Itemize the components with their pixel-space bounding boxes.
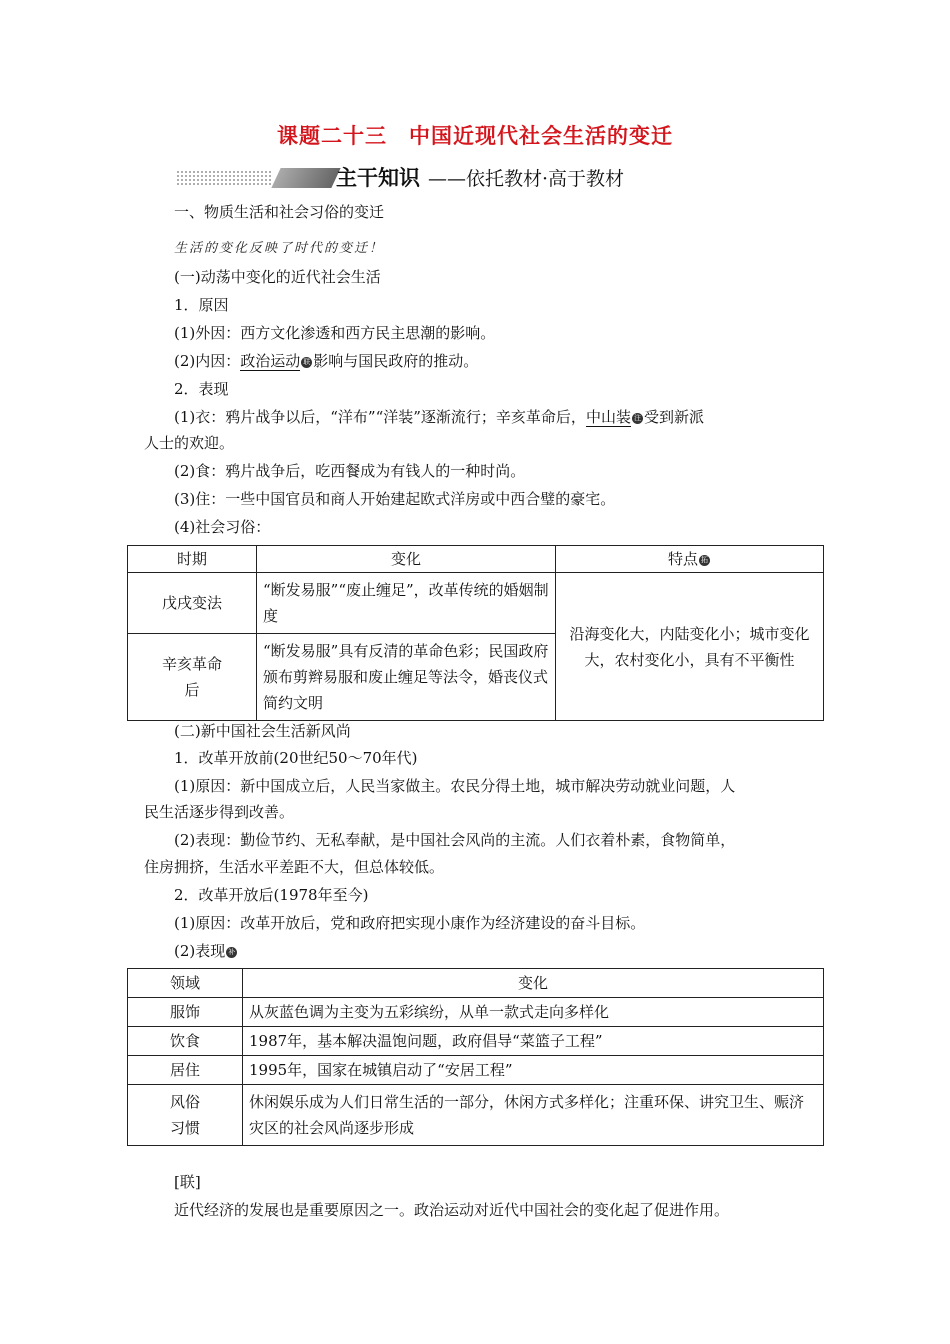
table-header: 变化 [243, 969, 824, 998]
paragraph-before-reason: (1)原因：新中国成立后，人民当家做主。农民分得土地，城市解决劳动就业问题，人 [174, 777, 736, 795]
table-cell: 风俗习惯 [128, 1085, 243, 1146]
banner-slash-decoration [271, 168, 340, 188]
table-cell: “断发易服”具有反清的革命色彩；民国政府颁布剪辫易服和废止缠足等法令，婚丧仪式简约文明 [257, 634, 556, 721]
table-row [128, 1085, 824, 1146]
subsection-heading: (二)新中国社会生活新风尚 [174, 722, 351, 740]
table-cell: 戊戌变法 [128, 573, 257, 634]
text: 特点 [667, 550, 698, 568]
table-cell: “断发易服”“废止缠足”，改革传统的婚姻制度 [257, 573, 556, 634]
section-banner [176, 162, 776, 192]
banner-strong: 主干知识 [336, 166, 420, 190]
table-header: 领域 [128, 969, 243, 998]
section-heading: 一、物质生活和社会习俗的变迁 [174, 203, 385, 221]
paragraph-clothing-cont: 人士的欢迎。 [144, 434, 235, 452]
table-cell: 居住 [128, 1056, 243, 1085]
paragraph-clothing [174, 407, 704, 427]
text: (2)内因： [174, 352, 241, 370]
lian-label: [联] [174, 1173, 201, 1191]
table-header: 变化 [257, 546, 556, 573]
table-cell-feature: 沿海变化大，内陆变化小；城市变化大，农村变化小，具有不平衡性 [556, 573, 824, 721]
heading-after-reform: 2．改革开放后(1978年至今) [174, 886, 369, 904]
table-row [128, 998, 824, 1027]
subsection-heading: (一)动荡中变化的近代社会生活 [174, 268, 381, 286]
heading-manifestation: 2．表现 [174, 380, 229, 398]
table-cell: 饮食 [128, 1027, 243, 1056]
underlined-term: 中山装 [585, 408, 631, 426]
paragraph-before-show: (2)表现：勤俭节约、无私奉献，是中国社会风尚的主流。人们衣着朴素，食物简单， [174, 831, 736, 849]
underlined-term: 政治运动 [240, 352, 301, 370]
paragraph-before-reason-cont: 民生活逐步得到改善。 [144, 803, 295, 821]
text: 影响与国民政府的推动。 [313, 352, 479, 370]
table-header-row [128, 969, 824, 998]
handwritten-note: 生活的变化反映了时代的变迁！ [174, 241, 385, 256]
banner-dots-decoration [176, 170, 271, 186]
table-cell: 1995年，国家在城镇启动了“安居工程” [243, 1056, 824, 1085]
table-row [128, 1027, 824, 1056]
table-header: 时期 [128, 546, 257, 573]
paragraph-food: (2)食：鸦片战争后，吃西餐成为有钱人的一种时尚。 [174, 462, 526, 480]
annotation-mark-icon: 注 [633, 413, 641, 422]
table-cell: 休闲娱乐成为人们日常生活的一部分，休闲方式多样化；注重环保、讲究卫生、赈济灾区的社会风尚逐步形成 [243, 1085, 824, 1146]
text: 受到新派 [643, 408, 704, 426]
page-title: 课题二十三 中国近现代社会生活的变迁 [277, 124, 673, 148]
reform-table [127, 968, 824, 1146]
paragraph-customs: (4)社会习俗： [174, 518, 271, 536]
paragraph-housing: (3)住：一些中国官员和商人开始建起欧式洋房或中西合璧的豪宅。 [174, 490, 616, 508]
heading-reason: 1．原因 [174, 296, 229, 314]
paragraph-before-show-cont: 住房拥挤，生活水平差距不大，但总体较低。 [144, 858, 445, 876]
paragraph-external-cause: (1)外因：西方文化渗透和西方民主思潮的影响。 [174, 324, 496, 342]
annotation-mark-icon: 拓 [701, 555, 708, 564]
text: (1)衣：鸦片战争以后，“洋布”“洋装”逐渐流行；辛亥革命后， [174, 408, 586, 426]
paragraph-after-show [174, 941, 238, 961]
heading-before-reform: 1．改革开放前(20世纪50～70年代) [174, 749, 418, 767]
table-row [128, 573, 824, 634]
table-header-row [128, 546, 824, 573]
paragraph-after-reason: (1)原因：改革开放后，党和政府把实现小康作为经济建设的奋斗目标。 [174, 914, 646, 932]
table-row [128, 1056, 824, 1085]
paragraph-internal-cause [174, 351, 478, 371]
table-cell: 1987年，基本解决温饱问题，政府倡导“菜篮子工程” [243, 1027, 824, 1056]
customs-table [127, 545, 824, 721]
table-header [556, 546, 824, 573]
annotation-mark-icon: 补 [228, 947, 236, 956]
lian-text: 近代经济的发展也是重要原因之一。政治运动对近代中国社会的变化起了促进作用。 [174, 1201, 730, 1219]
banner-rest: ——依托教材·高于教材 [428, 168, 625, 190]
text: (2)表现 [174, 942, 226, 960]
annotation-mark-icon: 联 [303, 357, 311, 366]
table-cell: 从灰蓝色调为主变为五彩缤纷，从单一款式走向多样化 [243, 998, 824, 1027]
table-cell: 辛亥革命后 [128, 634, 257, 721]
table-cell: 服饰 [128, 998, 243, 1027]
